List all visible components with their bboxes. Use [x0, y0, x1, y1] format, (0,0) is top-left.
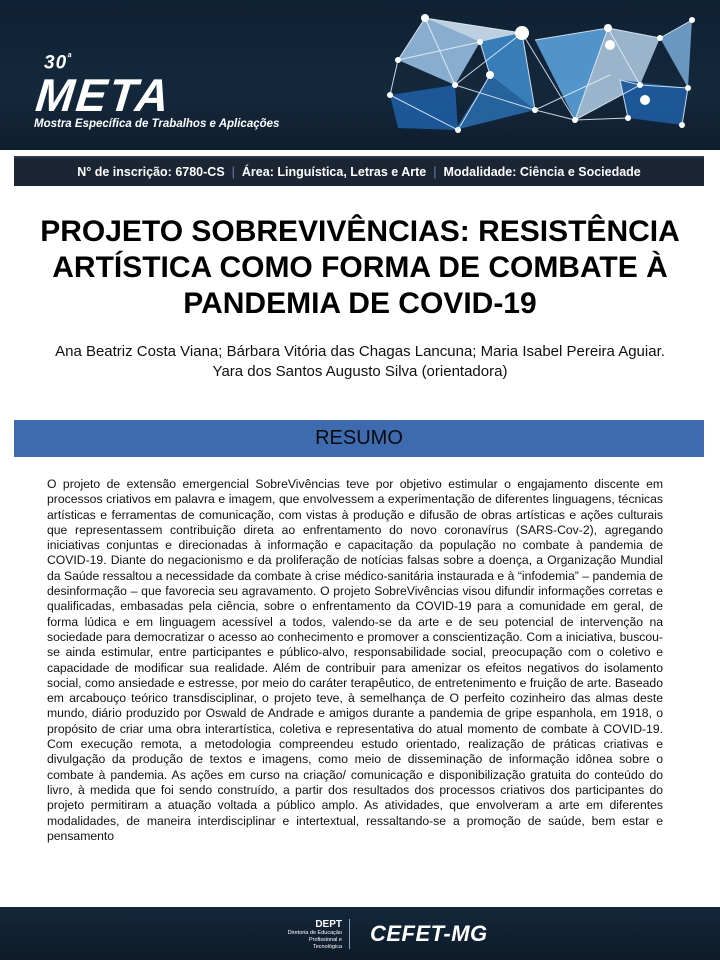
knowledge-area: Área: Linguística, Letras e Arte [241, 165, 427, 179]
abstract-text: O projeto de extensão emergencial SobreVivências teve por objetivo estimular o engajamento discente em processos criativos em palavra e imagem, que envolvessem a experimentação de diferentes linguagens, técnicas artísticas e ferramentas de comunicação, com vistas à produção e difusão de obras artísticas e ações culturais que representassem contribuição direta ao enfrentamento do novo coronavírus (SARS-Cov-2), agregando iniciativas conjuntas e direcionadas à informação e capacitação da população no combate à pandemia de COVID-19. Diante do negacionismo e da proliferação de notícias falsas sobre a doença, a Organização Mundial da Saúde ressaltou a necessidade da combate à crise médico-sanitária instaurada e à “infodemia” – pandemia de desinformação – que favorecia seu agravamento. O projeto SobreVivências visou difundir informações corretas e qualificadas, embasadas pela ciência, sobre o enfrentamento da COVID-19 para a comunidade em geral, de forma lúdica e em linguagem acessível a todos, valendo-se da arte e de seu potencial de intervenção na sociedade para democratizar o acesso ao conhecimento e promover a conscientização. Com a iniciativa, buscou-se ainda estimular, entre participantes e público-alvo, responsabilidade social, preocupação com o coletivo e capacidade de modificar sua realidade. Além de contribuir para amenizar os efeitos negativos do isolamento social, como ansiedade e estresse, por meio do caráter terapêutico, de entretenimento e fruição de arte. Baseado em arcabouço teórico transdisciplinar, o projeto teve, à semelhança de O perfeito cozinheiro das almas deste mundo, diário produzido por Oswald de Andrade e amigos durante a pandemia de gripe espanhola, em 1918, o propósito de criar uma obra interartística, coletiva e representativa do atual momento de combate à COVID-19. Com execução remota, a metodologia compreendeu estudo orientado, realização de práticas criativas e divulgação da produção de textos e imagens, como meio de disseminação de informação idônea sobre o combate à pandemia. As ações em curso na criação/ comunicação e disponibilização gratuita do conteúdo do livro, à medida que foi sendo construído, a partir dos resultados dos processos criativos dos participantes do projeto permitiram a atuação voltada a público amplo. As atividades, que envolveram a arte em diferentes modalidades, de maneira interdisciplinar e intertextual, ressaltando-se a promoção de saúde, bem estar e pensamento [47, 477, 663, 843]
event-logo: META [33, 69, 174, 121]
footer-banner [0, 907, 720, 960]
dept-logo [282, 919, 342, 951]
dept-line-2: Profissional e Tecnológica [308, 937, 342, 950]
dept-title: DEPT [315, 919, 342, 930]
registration-number: N° de inscrição: 6780-CS [77, 165, 225, 179]
authors-list: Ana Beatriz Costa Viana; Bárbara Vitória das Chagas Lancuna; Maria Isabel Pereira Aguiar. [55, 343, 665, 360]
advisor: Yara dos Santos Augusto Silva (orientadora) [212, 363, 508, 380]
section-heading [14, 420, 704, 457]
project-title: PROJETO SOBREVIVÊNCIAS: RESISTÊNCIA ARTÍSTICA COMO FORMA DE COMBATE À PANDEMIA DE COVID-19 [40, 215, 680, 320]
info-separator: | [231, 165, 235, 179]
authors-block [36, 342, 684, 382]
dept-line-1: Diretoria de Educação [287, 930, 342, 936]
network-graphic [370, 0, 720, 150]
institution-logo: CEFET-MG [370, 921, 488, 946]
modality: Modalidade: Ciência e Sociedade [443, 165, 641, 179]
footer-divider [349, 919, 350, 949]
section-heading-label: RESUMO [315, 427, 403, 449]
registration-info-bar [14, 156, 704, 186]
edition-number: $30^ª$ [44, 52, 73, 74]
info-separator: | [433, 165, 437, 179]
event-subtitle: Mostra Específica de Trabalhos e Aplicações [34, 118, 280, 130]
header-banner [0, 0, 720, 150]
